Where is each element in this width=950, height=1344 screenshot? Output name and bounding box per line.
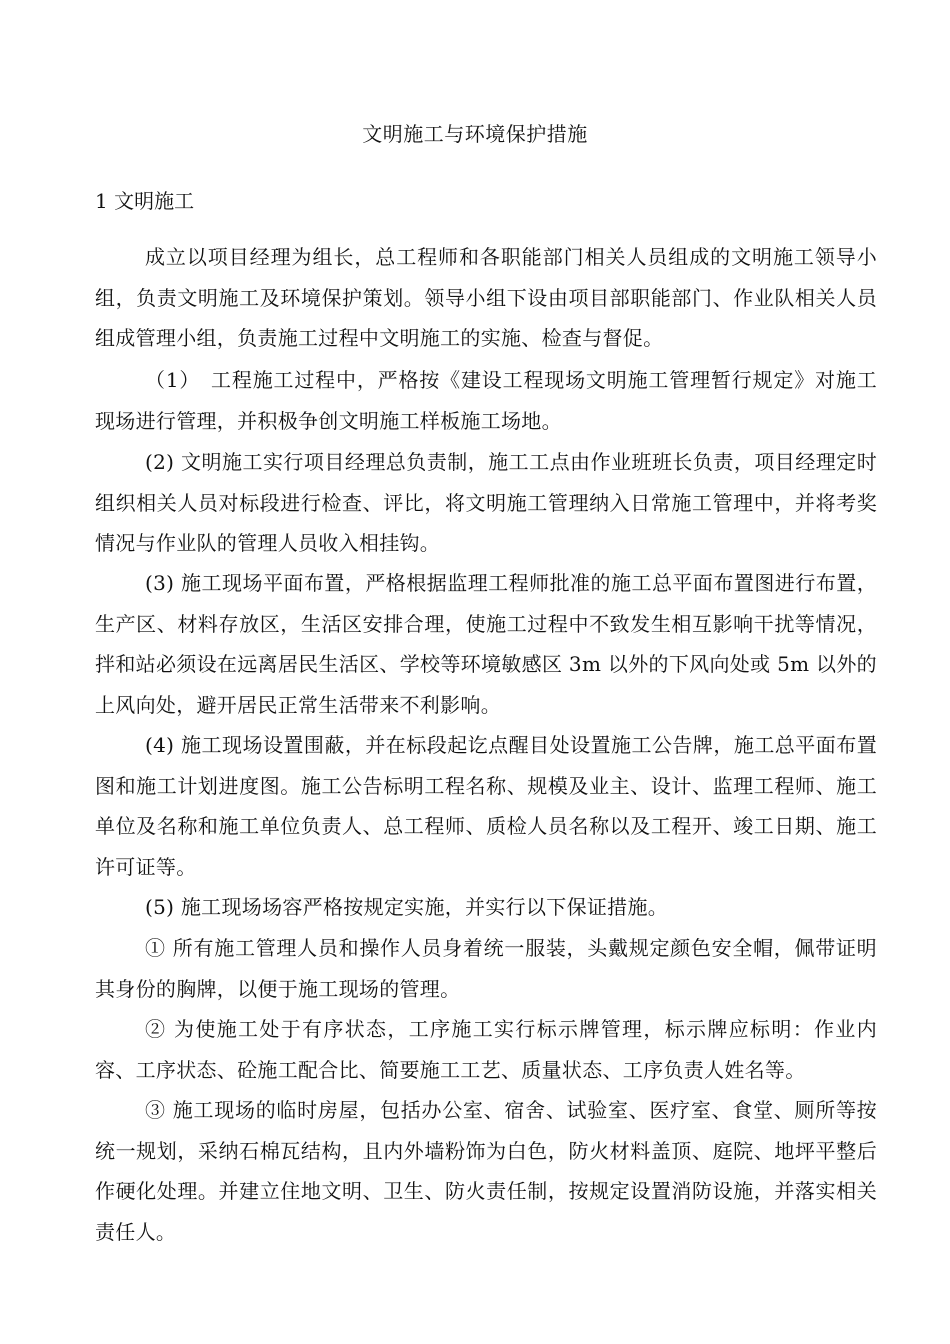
paragraph-measure-2: ② 为使施工处于有序状态，工序施工实行标示牌管理，标示牌应标明：作业内容、工序状态、砼施工配合比、简要施工工艺、质量状态、工序负责人姓名等。: [95, 1017, 877, 1082]
paragraph-item-4: (4) 施工现场设置围蔽，并在标段起讫点醒目处设置施工公告牌，施工总平面布置图和施工计划进度图。施工公告标明工程名称、规模及业主、设计、监理工程师、施工单位及名称和施工单位负责人、总工程师、质检人员名称以及工程开、竣工日期、施工许可证等。: [95, 733, 877, 879]
paragraph-item-3: (3) 施工现场平面布置，严格根据监理工程师批准的施工总平面布置图进行布置，生产区、材料存放区，生活区安排合理，使施工过程中不致发生相互影响干扰等情况，拌和站必须设在远离居民生活区、学校等环境敏感区 3m 以外的下风向处或 5m 以外的上风向处，避开居民正常生活带来不利影响。: [95, 571, 877, 717]
document-title: 文明施工与环境保护措施: [362, 122, 588, 146]
paragraph-measure-1: ① 所有施工管理人员和操作人员身着统一服装，头戴规定颜色安全帽，佩带证明其身份的胸牌，以便于施工现场的管理。: [95, 936, 877, 1001]
section-heading: 1 文明施工: [95, 189, 195, 213]
paragraph-item-2: (2) 文明施工实行项目经理总负责制，施工工点由作业班班长负责，项目经理定时组织相关人员对标段进行检查、评比，将文明施工管理纳入日常施工管理中，并将考奖情况与作业队的管理人员收入相挂钩。: [95, 450, 877, 555]
paragraph-item-1: （1） 工程施工过程中，严格按《建设工程现场文明施工管理暂行规定》对施工现场进行管理，并积极争创文明施工样板施工场地。: [95, 368, 877, 433]
paragraph-measure-3: ③ 施工现场的临时房屋，包括办公室、宿舍、试验室、医疗室、食堂、厕所等按统一规划，采纳石棉瓦结构，且内外墙粉饰为白色，防火材料盖顶、庭院、地坪平整后作硬化处理。并建立住地文明、卫生、防火责任制，按规定设置消防设施，并落实相关责任人。: [95, 1098, 877, 1244]
paragraph-item-5: (5) 施工现场场容严格按规定实施，并实行以下保证措施。: [145, 895, 669, 919]
paragraph-intro: 成立以项目经理为组长，总工程师和各职能部门相关人员组成的文明施工领导小组，负责文明施工及环境保护策划。领导小组下设由项目部职能部门、作业队相关人员组成管理小组，负责施工过程中文明施工的实施、检查与督促。: [95, 245, 877, 350]
